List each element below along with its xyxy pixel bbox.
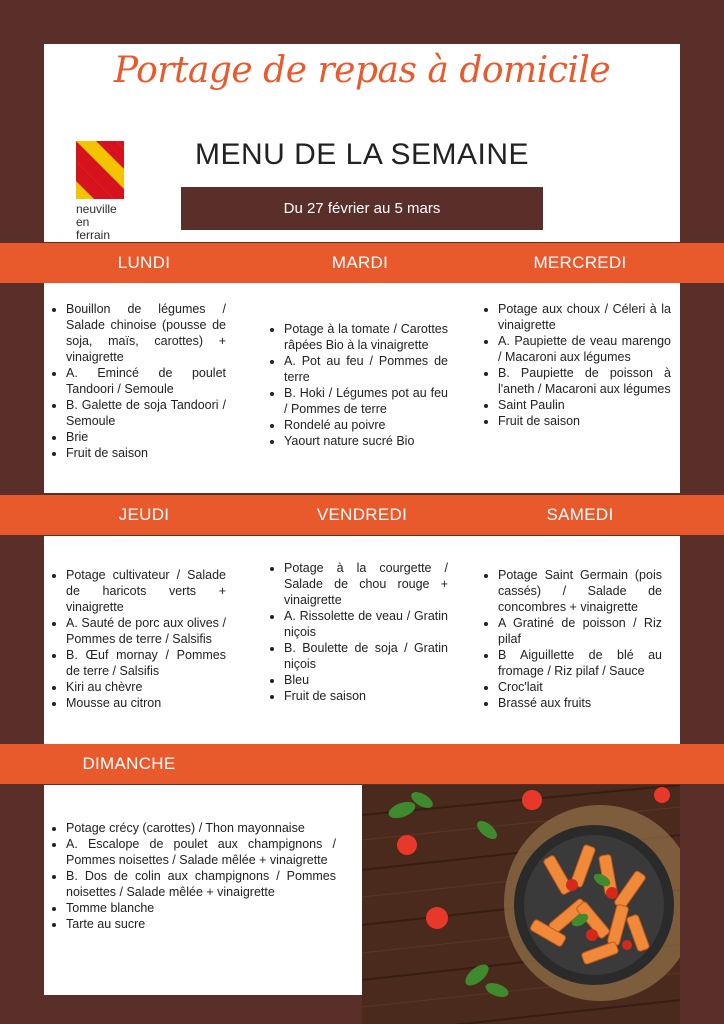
menu-list: [44, 567, 226, 711]
menu-item: • Saint Paulin: [498, 397, 671, 413]
menu-item: • Potage à la tomate / Carottes râpées Bio à la vinaigrette: [284, 321, 448, 353]
menu-item: • B. Boulette de soja / Gratin niçois: [284, 640, 448, 672]
menu-item: • Potage aux choux / Céleri à la vinaigrette: [498, 301, 671, 333]
menu-item: • A. Emincé de poulet Tandoori / Semoule: [66, 365, 226, 397]
menu-column-lundi: [44, 301, 226, 461]
day-header-band: [0, 744, 724, 784]
day-header-band: [0, 243, 724, 283]
menu-column-mercredi: [476, 301, 671, 429]
town-logo: [76, 141, 124, 242]
menu-item: • Potage crécy (carottes) / Thon mayonnaise: [66, 820, 336, 836]
menu-item: • B. Œuf mornay / Pommes de terre / Salsifis: [66, 647, 226, 679]
menu-list: [44, 820, 336, 932]
pasta-plate-image: [362, 785, 680, 1024]
menu-item: • Fruit de saison: [498, 413, 671, 429]
logo-line-1: neuville: [76, 202, 117, 216]
menu-item: • A. Escalope de poulet aux champignons / Pommes noisettes / Salade mêlée + vinaigrette: [66, 836, 336, 868]
date-range-banner: [181, 187, 543, 230]
menu-item: • Brassé aux fruits: [498, 695, 662, 711]
menu-column-vendredi: [262, 560, 448, 704]
menu-item: • Tomme blanche: [66, 900, 336, 916]
day-heading-mardi: MARDI: [331, 253, 389, 272]
coat-of-arms-icon: [76, 141, 124, 201]
service-title: Portage de repas à domicile: [113, 50, 611, 91]
menu-item: • Bleu: [284, 672, 448, 688]
menu-item: • Tarte au sucre: [66, 916, 336, 932]
menu-item: • A. Sauté de porc aux olives / Pommes de terre / Salsifis: [66, 615, 226, 647]
menu-item: • A. Rissolette de veau / Gratin niçois: [284, 608, 448, 640]
page-title: MENU DE LA SEMAINE: [194, 138, 530, 171]
day-heading-mercredi: MERCREDI: [533, 253, 627, 272]
menu-item: • Fruit de saison: [284, 688, 448, 704]
menu-item: • A Gratiné de poisson / Riz pilaf: [498, 615, 662, 647]
menu-item: • A. Pot au feu / Pommes de terre: [284, 353, 448, 385]
day-heading-vendredi: VENDREDI: [316, 505, 408, 524]
menu-list: [476, 567, 662, 711]
menu-item: • B. Hoki / Légumes pot au feu / Pommes de terre: [284, 385, 448, 417]
menu-item: • Croc'lait: [498, 679, 662, 695]
menu-list: [262, 560, 448, 704]
menu-item: • B. Galette de soja Tandoori / Semoule: [66, 397, 226, 429]
menu-column-jeudi: [44, 567, 226, 711]
menu-column-mardi: [262, 321, 448, 449]
pasta-dish-photo: [362, 785, 680, 1024]
menu-item: • Potage cultivateur / Salade de haricots verts + vinaigrette: [66, 567, 226, 615]
menu-item: • Potage à la courgette / Salade de chou rouge + vinaigrette: [284, 560, 448, 608]
menu-item: • Brie: [66, 429, 226, 445]
menu-item: • Fruit de saison: [66, 445, 226, 461]
menu-item: • Kiri au chèvre: [66, 679, 226, 695]
logo-line-2: en ferrain: [76, 215, 111, 242]
menu-list: [476, 301, 671, 429]
menu-list: [262, 321, 448, 449]
day-heading-jeudi: JEUDI: [118, 505, 170, 524]
menu-column-dimanche: [44, 820, 336, 932]
menu-item: • Bouillon de légumes / Salade chinoise (pousse de soja, maïs, carottes) + vinaigrette: [66, 301, 226, 365]
day-heading-samedi: SAMEDI: [546, 505, 614, 524]
menu-item: • Potage Saint Germain (pois cassés) / Salade de concombres + vinaigrette: [498, 567, 662, 615]
menu-column-samedi: [476, 567, 662, 711]
menu-item: • B. Paupiette de poisson à l'aneth / Macaroni aux légumes: [498, 365, 671, 397]
menu-item: • Rondelé au poivre: [284, 417, 448, 433]
day-heading-dimanche: DIMANCHE: [82, 754, 176, 773]
day-header-band: [0, 495, 724, 535]
date-range: Du 27 février au 5 mars: [283, 200, 441, 217]
menu-item: • Yaourt nature sucré Bio: [284, 433, 448, 449]
menu-item: • B. Dos de colin aux champignons / Pommes noisettes / Salade mêlée + vinaigrette: [66, 868, 336, 900]
menu-item: • Mousse au citron: [66, 695, 226, 711]
menu-item: • B Aiguillette de blé au fromage / Riz pilaf / Sauce: [498, 647, 662, 679]
menu-list: [44, 301, 226, 461]
day-heading-lundi: LUNDI: [117, 253, 171, 272]
menu-item: • A. Paupiette de veau marengo / Macaroni aux légumes: [498, 333, 671, 365]
